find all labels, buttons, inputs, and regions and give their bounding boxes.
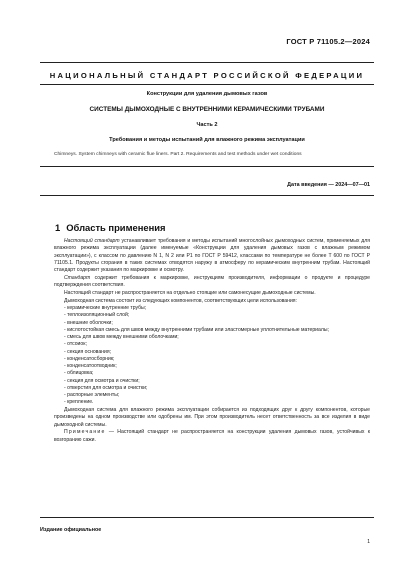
standard-header: НАЦИОНАЛЬНЫЙ СТАНДАРТ РОССИЙСКОЙ ФЕДЕРАЦИИ — [49, 71, 365, 80]
paragraph-components-intro: Дымоходная система состоит из следующих компонентов, соответствующих цели использования: — [64, 297, 297, 304]
list-item: - керамические внутренние трубы; — [64, 305, 147, 312]
date-rule — [40, 195, 374, 196]
english-title: Chimneys. System chimneys with ceramic flue liners. Part 2. Requirements and test methods under wet conditions — [54, 152, 302, 157]
paragraph-assembly: Дымоходная система для влажного режима эксплуатации собирается из подходящих друг к другу компонентов, которые произведены на одном производстве или одобрены им. При этом производитель несет ответственность за все изделия в виде дымоходной системы. — [54, 407, 370, 428]
list-item: - секция для осмотра и очистки; — [64, 377, 140, 384]
edition-label: Издание официальное — [40, 527, 102, 533]
effective-date: Дата введения — 2024—07—01 — [287, 182, 370, 188]
document-subtitle: Конструкции для удаления дымовых газов — [146, 91, 268, 97]
list-item: - внешние оболочки; — [64, 319, 113, 326]
list-item: - конденсатосборник; — [64, 355, 115, 362]
paragraph-scope — [54, 238, 370, 274]
list-item: - теплоизоляционный слой; — [64, 312, 130, 319]
paragraph-contents-lead: Стандарт — [64, 274, 91, 281]
section-title-text: Область применения — [66, 222, 166, 233]
section-heading — [55, 222, 166, 233]
section-number: 1 — [55, 222, 61, 233]
page-number: 1 — [367, 539, 370, 545]
list-item: - крепление. — [64, 399, 94, 406]
list-item: - смесь для швов между внешними оболочками; — [64, 334, 179, 341]
footer-rule — [40, 517, 374, 518]
list-item: - отверстия для осмотра и очистки; — [64, 384, 148, 391]
title-bottom-rule — [40, 166, 374, 167]
note-label: Примечание — [64, 429, 106, 436]
header-bottom-rule — [40, 84, 374, 85]
note-text: — Настоящий стандарт не распространяется на конструкции удаления дымовых газов, устойчивых к возгоранию сажи. — [54, 429, 370, 443]
gost-code: ГОСТ Р 71105.2—2024 — [286, 37, 370, 46]
list-item: - конденсатоотводник; — [64, 363, 117, 370]
paragraph-scope-lead: Настоящий стандарт — [64, 238, 120, 244]
list-item: - секция основания; — [64, 348, 111, 355]
paragraph-exclusion: Настоящий стандарт не распространяется на отдельно стоящие или самонесущие дымоходные системы. — [64, 289, 316, 296]
paragraph-contents — [54, 275, 370, 290]
list-item: - облицовка; — [64, 370, 94, 377]
header-top-rule — [40, 62, 374, 63]
paragraph-contents-text: содержит требования к маркировке, инструкциям производителя, информации о продукте и процедуре подтверждения соответствия. — [54, 274, 370, 289]
part-title: Требования и методы испытаний для влажного режима эксплуатации — [109, 137, 305, 143]
paragraph-scope-text: устанавливает требования и методы испытаний многослойных дымоходных систем, применяемых для влажного режима эксплуатации (далее именуемые «Конструкции для удаления дымовых газов с влажным режимом эксплуатации»), с классом по давлению N 1, N 2 или P1 по ГОСТ Р 59412, классами по температуре не более T 600 по ГОСТ Р 71105.1. Продукты сгорания в таких системах отводятся наружу в атмосферу по керамическим внутренним трубам. Настоящий стандарт содержит указания по маркировке и осмотру. — [54, 238, 370, 273]
document-main-title: СИСТЕМЫ ДЫМОХОДНЫЕ С ВНУТРЕННИМИ КЕРАМИЧЕСКИМИ ТРУБАМИ — [89, 106, 325, 113]
list-item: - кислотостойкая смесь для швов между внутренними трубами или эластомерные уплотнительные материалы; — [64, 326, 329, 333]
list-item: - распорные элементы; — [64, 392, 120, 399]
note — [54, 429, 370, 444]
list-item: - отсоиок; — [64, 341, 87, 348]
section-body — [54, 238, 370, 444]
part-number: Часть 2 — [196, 122, 218, 128]
